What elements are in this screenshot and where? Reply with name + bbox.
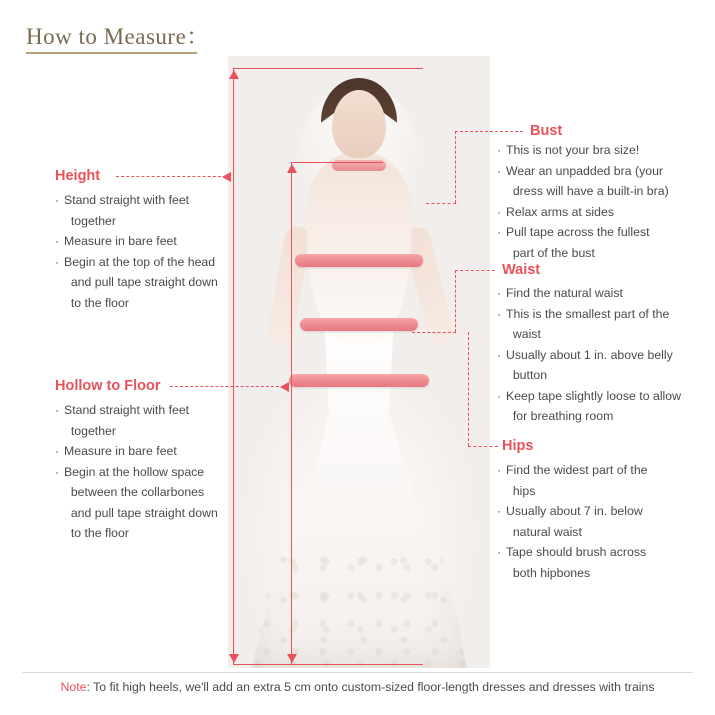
waist-heading: Waist	[502, 262, 541, 278]
list-item: · Measure in bare feet	[55, 231, 235, 252]
list-item: · Stand straight with feet	[55, 190, 235, 211]
bullet-dot-icon: ·	[497, 286, 502, 300]
list-item: waist	[506, 327, 541, 341]
waist-leader-to-tape	[412, 332, 456, 333]
bust-bullets	[497, 140, 697, 263]
bullet-dot-icon: ·	[55, 234, 60, 248]
bullet-dot-icon: ·	[497, 204, 502, 219]
list-item: · This is the smallest part of the	[497, 304, 697, 325]
hollow-to-floor-heading: Hollow to Floor	[55, 378, 161, 394]
bust-leader-to-tape	[426, 203, 456, 204]
bullet-dot-icon: ·	[497, 545, 502, 559]
page-title-text: How to Measure：	[26, 24, 210, 49]
list-item: · Relax arms at sides	[497, 202, 697, 223]
gown-lace-detail	[252, 548, 467, 668]
height-bottom-cap	[233, 664, 423, 665]
hips-leader-drop	[468, 332, 469, 446]
hollow-to-floor-bullets	[55, 400, 235, 544]
list-item: · Find the natural waist	[497, 283, 697, 304]
bullet-dot-icon: ·	[55, 444, 60, 458]
hips-leader-line	[468, 446, 498, 447]
bullet-dot-icon: ·	[497, 504, 502, 518]
list-item: natural waist	[506, 524, 582, 539]
footer-note-label: Note	[60, 680, 87, 694]
title-underline	[26, 52, 197, 54]
list-item: · Pull tape across the fullest	[497, 222, 697, 243]
hips-heading: Hips	[502, 438, 534, 454]
height-measure-line	[233, 68, 234, 664]
list-item: · Tape should brush across	[497, 542, 697, 563]
list-item: part of the bust	[506, 245, 595, 260]
height-leader-line	[116, 176, 226, 177]
list-item: together	[64, 213, 116, 228]
height-top-cap	[233, 68, 423, 69]
list-item: and pull tape straight down	[64, 275, 218, 289]
list-item: together	[64, 423, 116, 438]
waist-leader-drop	[455, 270, 456, 332]
bullet-dot-icon: ·	[55, 254, 60, 269]
list-item: · Keep tape slightly loose to allow	[497, 386, 697, 407]
model-head	[332, 90, 386, 158]
hollow-arrow-up-icon	[287, 164, 297, 173]
footer-note	[0, 680, 715, 694]
list-item: to the floor	[64, 526, 129, 540]
bullet-dot-icon: ·	[497, 463, 502, 477]
height-leader-arrow-icon	[222, 172, 231, 182]
hips-bullets	[497, 460, 697, 583]
list-item: · Wear an unpadded bra (your	[497, 161, 697, 182]
waist-tape-marker	[300, 318, 418, 331]
list-item: · Find the widest part of the	[497, 460, 697, 481]
bullet-dot-icon: ·	[497, 306, 502, 321]
list-item: between the collarbones	[64, 485, 205, 499]
list-item: · Begin at the top of the head	[55, 252, 235, 273]
bullet-dot-icon: ·	[55, 403, 60, 417]
waist-bullets	[497, 283, 697, 427]
hollow-arrow-down-icon	[287, 654, 297, 663]
hips-tape-marker	[289, 374, 429, 387]
list-item: hips	[506, 483, 536, 498]
bullet-dot-icon: ·	[497, 347, 502, 362]
waist-leader-line	[455, 270, 495, 271]
page-title	[26, 18, 210, 51]
bust-leader-line	[455, 131, 523, 132]
footer-note-text: : To fit high heels, we'll add an extra 5 cm onto custom-sized floor-length dresses and dresses with trains	[86, 680, 655, 694]
model-torso	[307, 152, 411, 342]
list-item: to the floor	[64, 295, 129, 310]
hollow-leader-line	[170, 386, 284, 387]
list-item: · Usually about 1 in. above belly	[497, 345, 697, 366]
bullet-dot-icon: ·	[497, 143, 502, 157]
height-arrow-down-icon	[229, 654, 239, 663]
bullet-dot-icon: ·	[55, 193, 60, 207]
list-item: button	[506, 368, 548, 382]
bust-leader-drop	[455, 131, 456, 203]
hollow-to-floor-measure-line	[291, 162, 292, 664]
bullet-dot-icon: ·	[497, 388, 502, 403]
list-item: for breathing room	[506, 409, 614, 423]
list-item: · Usually about 7 in. below	[497, 501, 697, 522]
footer-divider	[22, 672, 693, 673]
list-item: · Stand straight with feet	[55, 400, 235, 421]
bust-heading: Bust	[530, 123, 563, 139]
height-heading: Height	[55, 168, 101, 184]
bullet-dot-icon: ·	[497, 225, 502, 239]
list-item: · This is not your bra size!	[497, 140, 697, 161]
height-arrow-up-icon	[229, 70, 239, 79]
list-item: · Begin at the hollow space	[55, 462, 235, 483]
hollow-top-cap	[291, 162, 383, 163]
list-item: dress will have a built-in bra)	[506, 184, 669, 198]
list-item: and pull tape straight down	[64, 505, 218, 520]
height-bullets	[55, 190, 235, 313]
list-item: both hipbones	[506, 565, 591, 580]
list-item: · Measure in bare feet	[55, 441, 235, 462]
bust-tape-marker	[295, 254, 423, 267]
bullet-dot-icon: ·	[497, 163, 502, 178]
bullet-dot-icon: ·	[55, 464, 60, 479]
hollow-leader-arrow-icon	[280, 382, 289, 392]
model-photo	[228, 56, 490, 668]
